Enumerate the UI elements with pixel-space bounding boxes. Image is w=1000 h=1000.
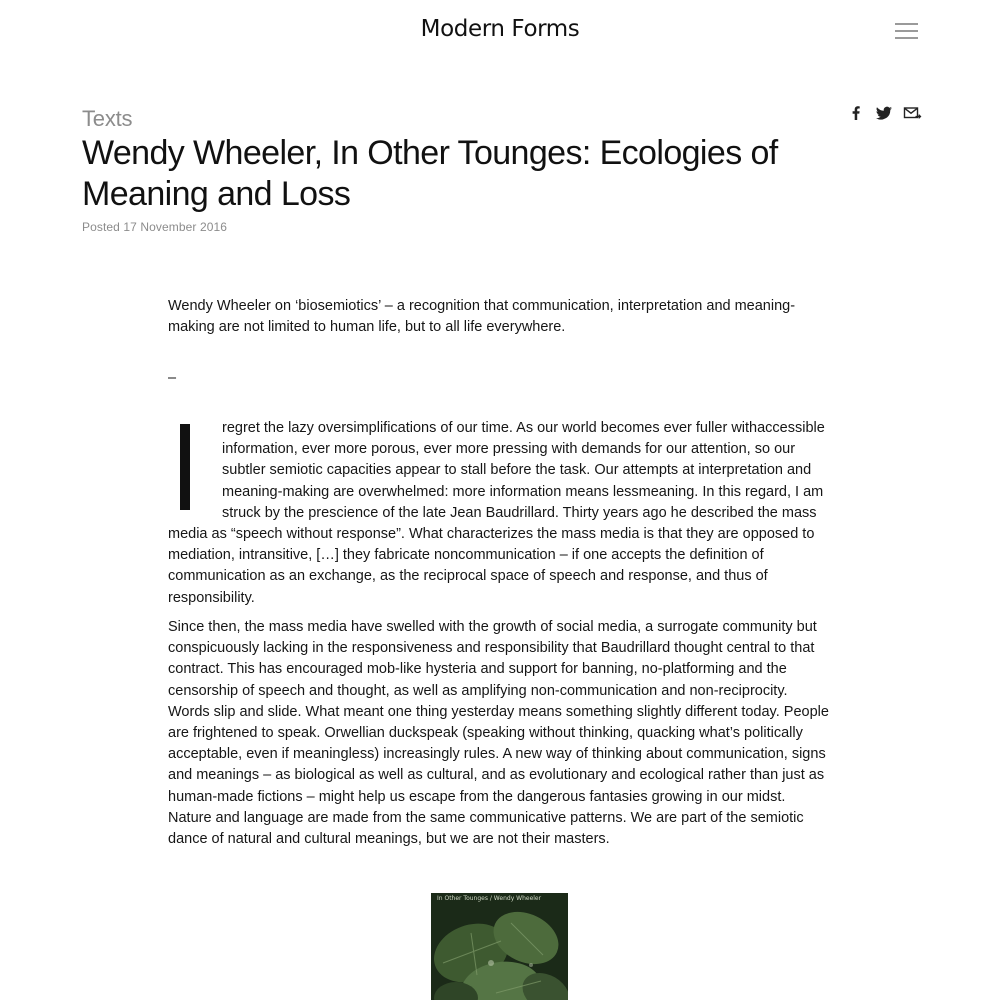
drop-cap — [176, 424, 204, 512]
article-image[interactable] — [431, 893, 568, 1000]
hamburger-menu-icon-middle — [895, 30, 918, 32]
section-label[interactable]: Texts — [82, 106, 133, 131]
post-date: Posted 17 November 2016 — [82, 220, 228, 234]
twitter-icon[interactable] — [874, 103, 894, 123]
menu-button[interactable] — [894, 20, 920, 42]
hamburger-menu-icon — [895, 23, 918, 25]
article-title: Wendy Wheeler, In Other Tounges: Ecologies of Meaning and Loss — [82, 134, 778, 213]
article-paragraph-2: Since then, the mass media have swelled with the growth of social media, a surrogate community but conspicuously lacking in the responsiveness and responsibility that Baudrillard thought central to that contract. This has encouraged mob-like hysteria and support for banning, no-platforming and the censorship of speech and thought, as well as amplifying non-communication and non-reciprocity. Words slip and slide. What meant one thing yesterday means something slightly different today. People are frightened to speak. Orwellian duckspeak (speaking without thinking, quacking what’s politically acceptable, even if meaningless) increasingly rules. A new way of thinking about communication, signs and meanings – as biological as well as cultural, and as evolutionary and ecological rather than just as human-made fictions – might help us escape from the dangerous fantasies growing in our midst. Nature and language are made from the same communicative patterns. We are part of the semiotic dance of natural and cultural meanings, but we are not their masters. — [168, 619, 829, 848]
facebook-icon[interactable] — [846, 103, 866, 123]
leaf-photo — [431, 893, 568, 1000]
email-icon[interactable] — [902, 103, 922, 123]
site-logo[interactable]: Modern Forms — [420, 16, 580, 42]
article-paragraph-1 — [168, 418, 832, 609]
hamburger-menu-icon-bottom — [895, 37, 918, 39]
section-separator: – — [168, 370, 177, 386]
image-caption: In Other Tounges / Wendy Wheeler — [437, 895, 542, 902]
article-paragraph-1-text: regret the lazy oversimplifications of our time. As our world becomes ever fuller withaccessible information, ever more porous, ever more pressing with demands for our attention, so our subtler semiotic capacities appear to stall before the task. Our attempts at interpretation and meaning-making are overwhelmed: more information means lessmeaning. In this regard, I am struck by the prescience of the late Jean Baudrillard. Thirty years ago he described the mass media as “speech without response”. What characterizes the mass media is that they are opposed to mediation, intransitive, […] they fabricate noncommunication – if one accepts the definition of communication as an exchange, as the reciprocal space of speech and response, and thus of responsibility. — [168, 420, 825, 606]
article-intro: Wendy Wheeler on ‘biosemiotics’ – a recognition that communication, interpretation and meaning-making are not limited to human life, but to all life everywhere. — [168, 298, 796, 336]
share-bar — [846, 103, 922, 123]
drop-cap-glyph — [180, 424, 190, 510]
